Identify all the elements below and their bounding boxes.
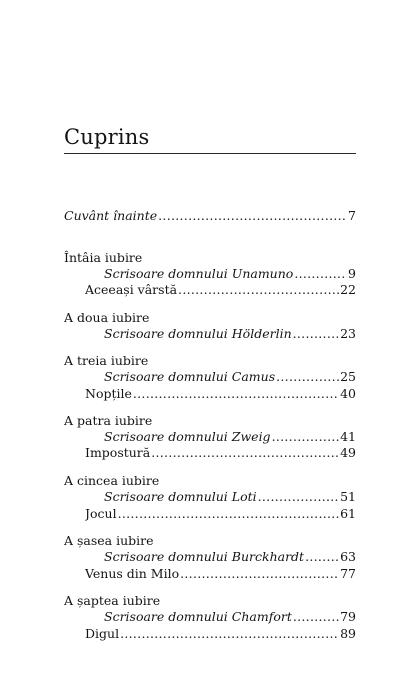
toc-entry-prefix: Scrisoare domnului: [104, 369, 232, 384]
toc-entry-prefix: Scrisoare domnului: [104, 549, 232, 564]
toc-entry-name: Loti: [231, 489, 257, 504]
section-heading: A șasea iubire: [64, 533, 154, 548]
toc-entry-page: 89: [340, 626, 356, 641]
toc-entry-prefix: Scrisoare domnului: [104, 429, 232, 444]
leader-dots: [158, 208, 347, 224]
section-heading: Întâia iubire: [64, 250, 143, 265]
toc-entry-page: 40: [340, 386, 356, 401]
toc-entry-page: 51: [340, 489, 356, 504]
toc-entry[interactable]: [85, 626, 356, 642]
toc-entry-name: Zweig: [231, 429, 271, 444]
leader-dots: [180, 566, 339, 582]
toc-entry-label: Cuvânt înainte: [64, 208, 158, 223]
leader-dots: [293, 326, 339, 342]
toc-entry[interactable]: [85, 386, 356, 402]
leader-dots: [294, 266, 347, 282]
toc-entry[interactable]: [104, 489, 356, 505]
toc-entry-page: 7: [348, 208, 356, 223]
toc-entry-label: Impostură: [85, 445, 151, 460]
leader-dots: [305, 549, 339, 565]
leader-dots: [151, 445, 339, 461]
toc-entry-page: 77: [340, 566, 356, 581]
toc-entry-label: Digul: [85, 626, 120, 641]
page-title: Cuprins: [64, 125, 150, 149]
toc-entry-page: 23: [340, 326, 356, 341]
toc-entry-prefix: Scrisoare domnului: [104, 326, 232, 341]
leader-dots: [293, 609, 339, 625]
toc-entry-label: Aceeași vârstă: [85, 282, 178, 297]
toc-entry[interactable]: [85, 506, 356, 522]
toc-entry[interactable]: [104, 326, 356, 342]
toc-entry-name: Camus: [231, 369, 276, 384]
toc-entry-page: 79: [340, 609, 356, 624]
toc-entry-name: Chamfort: [231, 609, 292, 624]
toc-entry-prefix: Scrisoare domnului: [104, 489, 232, 504]
toc-entry[interactable]: [104, 266, 356, 282]
toc-entry[interactable]: [104, 609, 356, 625]
toc-entry[interactable]: [85, 445, 356, 461]
toc-entry[interactable]: [104, 369, 356, 385]
leader-dots: [118, 506, 340, 522]
toc-entry-page: 61: [340, 506, 356, 521]
toc-entry-label: Nopțile: [85, 386, 132, 401]
toc-entry-prefix: Scrisoare domnului: [104, 609, 232, 624]
section-heading: A șaptea iubire: [64, 593, 161, 608]
leader-dots: [133, 386, 339, 402]
toc-entry-name: Hölderlin: [231, 326, 292, 341]
leader-dots: [120, 626, 339, 642]
toc-entry-page: 49: [340, 445, 356, 460]
toc-entry[interactable]: [104, 549, 356, 565]
section-heading: A doua iubire: [64, 310, 150, 325]
leader-dots: [276, 369, 339, 385]
toc-entry-page: 41: [340, 429, 356, 444]
section-heading: A cincea iubire: [64, 473, 160, 488]
toc-entry[interactable]: [104, 429, 356, 445]
toc-entry-prefix: Scrisoare domnului: [104, 266, 232, 281]
toc-entry-page: 9: [348, 266, 356, 281]
toc-entry-page: 25: [340, 369, 356, 384]
leader-dots: [258, 489, 339, 505]
leader-dots: [178, 282, 339, 298]
toc-entry-label: Venus din Milo: [85, 566, 180, 581]
leader-dots: [272, 429, 340, 445]
toc-entry[interactable]: [85, 566, 356, 582]
section-heading: A patra iubire: [64, 413, 153, 428]
toc-entry-label: Jocul: [85, 506, 117, 521]
toc-entry-page: 63: [340, 549, 356, 564]
toc-entry-intro[interactable]: [64, 208, 356, 224]
section-heading: A treia iubire: [64, 353, 149, 368]
toc-entry-name: Burckhardt: [231, 549, 305, 564]
toc-entry[interactable]: [85, 282, 356, 298]
toc-entry-page: 22: [340, 282, 356, 297]
toc-entry-name: Unamuno: [231, 266, 294, 281]
